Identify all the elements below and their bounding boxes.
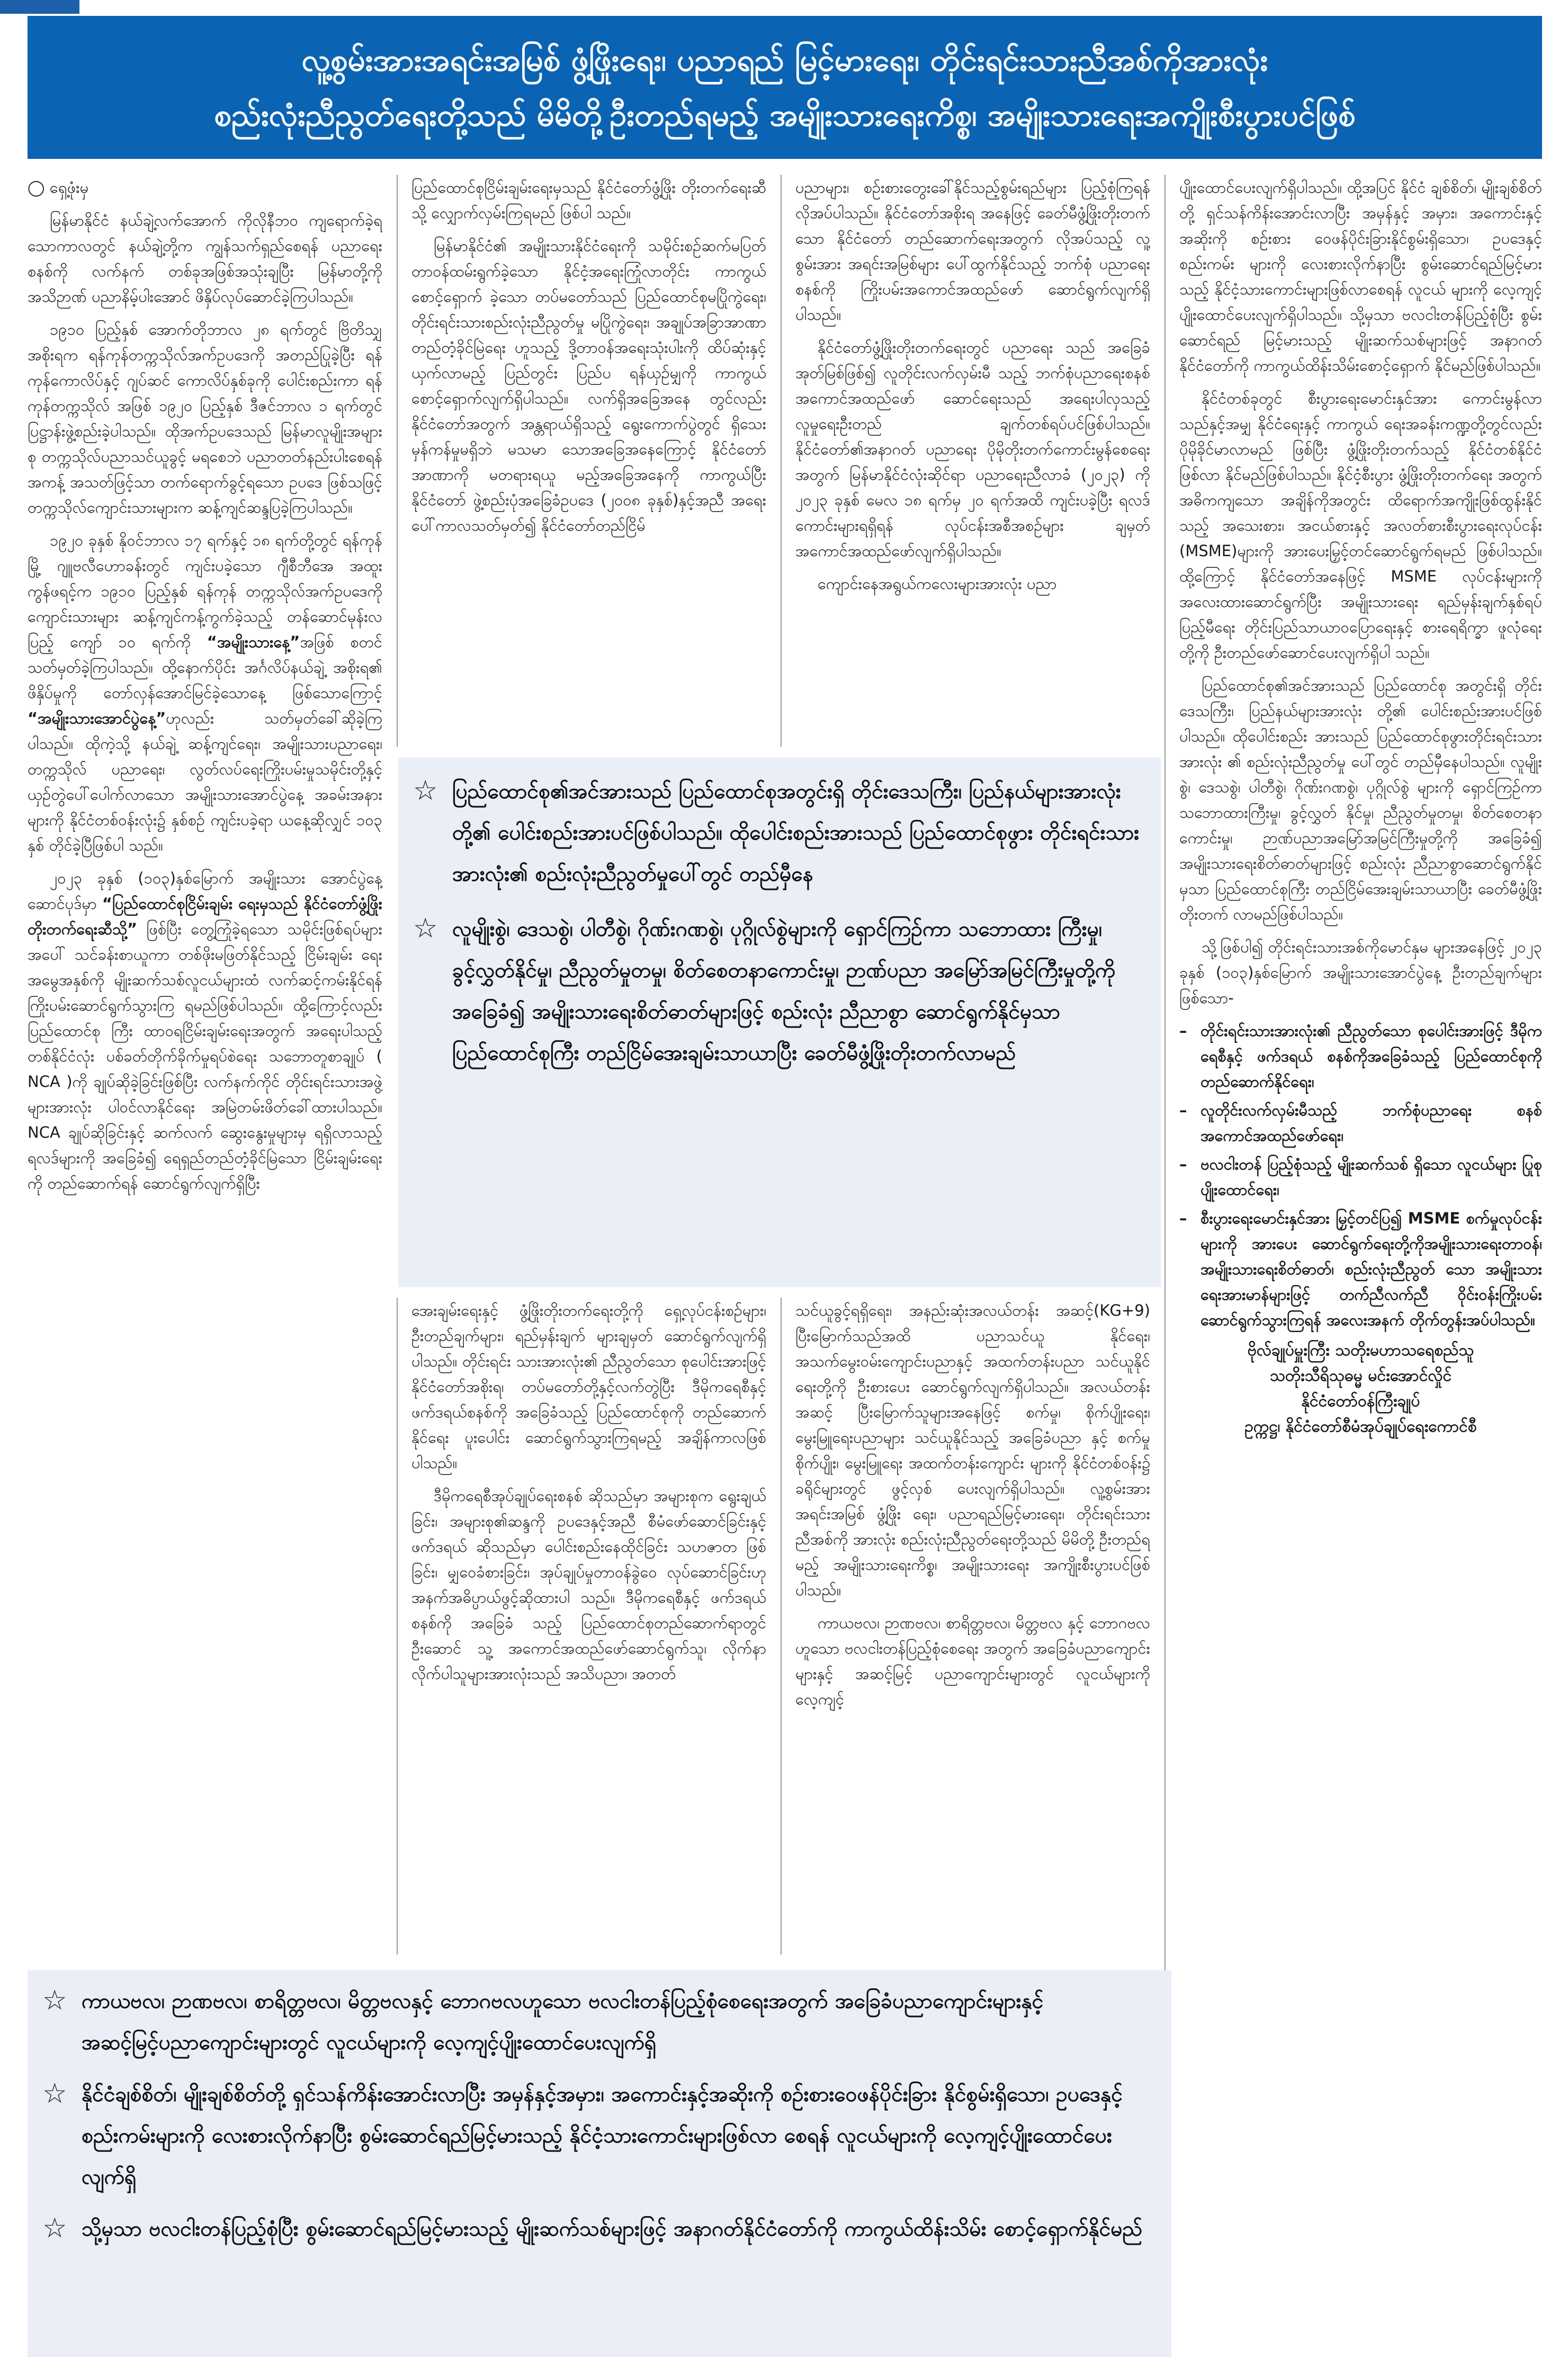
highlight-text: ကာယဗလ၊ ဉာဏဗလ၊ စာရိတ္တဗလ၊ မိတ္တဗလနှင့် ဘောဂဗလဟူသော ဗလငါးတန်ပြည့်စုံစေရေးအတွက် အခြေခံပညာကျောင်းများနှင့် အဆင့်မြင့်ပညာကျောင်းများတွင် လူငယ်များကို လေ့ကျင့်ပျိုးထောင်ပေးလျက်ရှိ [82,1989,1044,2055]
text-run: အဖြစ် စတင် သတ်မှတ်ခဲ့ကြပါသည်။ ထို့နောက်ပိုင်း အင်္ဂလိပ်နယ်ချဲ့ အစိုးရ၏ ဖိနှိပ်မှုကို တော်လှန်အောင်မြင်ခဲ့သောနေ့ ဖြစ်သောကြောင့် [28,633,382,702]
text-run: ၁၉၂၀ ခုနှစ် နိုဝင်ဘာလ ၁၇ ရက်နှင့် ၁၈ ရက်တို့တွင် ရန်ကုန်မြို့ ဂျူဗလီဟောခန်းတွင် ကျင်းပခဲ့သော ဂျီစီဘီအေ အထူးကွန်ဖရင့်က ၁၉၁၀ ပြည့်နှစ် ရန်ကုန် တက္ကသိုလ်အက်ဥပဒေကို ကျောင်းသားများ ဆန့်ကျင်ကန့်ကွက်ခဲ့သည့် တန်ဆောင်မုန်းလပြည့် ကျော် ၁၀ ရက်ကို [28,531,382,651]
bottom-highlight-box [28,1970,1171,2357]
pull-quote-item [413,909,1140,1074]
paragraph: ပညာများ၊ စဉ်းစားတွေးခေါ်နိုင်သည့်စွမ်းရည်များ ပြည့်စုံကြရန် လိုအပ်ပါသည်။ နိုင်ငံတော်အစိုးရ အနေဖြင့် ခေတ်မီဖွံ့ဖြိုးတိုးတက်သော နိုင်ငံတော် တည်ဆောက်ရေးအတွက် လိုအပ်သည့် လူ့စွမ်းအား အရင်းအမြစ်များ ပေါ်ထွက်နိုင်သည့် ဘက်စုံ ပညာရေးစနစ်ကို ကြိုးပမ်းအကောင်အထည်ဖော် ဆောင်ရွက်လျက်ရှိပါသည်။ [795,178,1150,324]
objective-item: – ဗလငါးတန် ပြည့်စုံသည့် မျိုးဆက်သစ် ရှိသော လူငယ်များ ပြုစုပျိုးထောင်ရေး၊ [1179,1151,1542,1202]
pull-quote-text: လူမျိုးစွဲ၊ ဒေသစွဲ၊ ပါတီစွဲ၊ ဂိုဏ်းဂဏစွဲ၊ ပုဂ္ဂိုလ်စွဲများကို ရှောင်ကြဉ်ကာ သဘောထား ကြီးမှု၊ ခွင့်လွှတ်နိုင်မှု၊ ညီညွတ်မှုတမှု၊ စိတ်စေတနာကောင်းမှု၊ ဉာဏ်ပညာ အမြော်အမြင်ကြီးမှုတို့ကို အခြေခံ၍ အမျိုးသားရေးစိတ်ဓာတ်များဖြင့် စည်းလုံး ညီညာစွာ ဆောင်ရွက်နိုင်မှသာ ပြည်ထောင်စုကြီး တည်ငြိမ်အေးချမ်းသာယာပြီး ခေတ်မီဖွံ့ဖြိုးတိုးတက်လာမည် [452,917,1116,1065]
paragraph [28,865,382,1196]
paragraph: အေးချမ်းရေးနှင့် ဖွံ့ဖြိုးတိုးတက်ရေးတို့ကို ရှေ့လုပ်ငန်းစဉ်များ၊ ဦးတည်ချက်များ၊ ရည်မှန်းချက် များချမှတ် ဆောင်ရွက်လျက်ရှိပါသည်။ တိုင်းရင်း သားအားလုံး၏ ညီညွတ်သော စုပေါင်းအားဖြင့် နိုင်ငံတော်အစိုးရ၊ တပ်မတော်တို့နှင့်လက်တွဲပြီး ဒီမိုကရေစီနှင့် ဖက်ဒရယ်စနစ်ကို အခြေခံသည့် ပြည်ထောင်စုကို တည်ဆောက်နိုင်ရေး ပူးပေါင်း ဆောင်ရွက်သွားကြရမည့် အချိန်ကာလဖြစ်ပါသည်။ [411,1301,766,1472]
highlight-item [42,1981,1150,2064]
text-run: ၂၀၂၃ ခုနှစ် (၁၀၃)နှစ်မြောက် အမျိုးသား အောင်ပွဲနေ့ဆောင်ပုဒ်မှာ [28,869,382,913]
signature-line: သတိုးသီရိသုဓမ္မ မင်းအောင်လှိုင် [1269,1367,1452,1385]
column-rule [781,175,782,747]
headline-banner [28,16,1542,159]
text-run: ဖြစ်ပြီး တွေ့ကြုံခဲ့ရသော သမိုင်းဖြစ်ရပ်များအပေါ် သင်ခန်းစာယူကာ တစ်ဖိုးမဖြတ်နိုင်သည့် ငြိမ်းချမ်း ရေးအမွေအနှစ်ကို မျိုးဆက်သစ်လူငယ်များထံ လက်ဆင့်ကမ်းနိုင်ရန် ကြိုးပမ်းဆောင်ရွက်သွားကြ ရမည်ဖြစ်ပါသည်။ ထို့ကြောင့်လည်း ပြည်ထောင်စု ကြီး ထာဝရငြိမ်းချမ်းရေးအတွက် အရေးပါသည့် တစ်နိုင်ငံလုံး ပစ်ခတ်တိုက်ခိုက်မှုရပ်စဲရေး သဘောတူစာချုပ် ( NCA )ကို ချုပ်ဆိုခဲ့ခြင်းဖြစ်ပြီး လက်နက်ကိုင် တိုင်းရင်းသားအဖွဲ့များအားလုံး ပါဝင်လာနိုင်ရေး အမြဲတမ်းဖိတ်ခေါ်ထားပါသည်။ NCA ချုပ်ဆိုခြင်းနှင့် ဆက်လက် ဆွေးနွေးမှုများမှ ရရှိလာသည့်ရလဒ်များကို အခြေခံ၍ ရေရှည်တည်တံ့ခိုင်မြဲသော ငြိမ်းချမ်းရေးကို တည်ဆောက်ရန် ဆောင်ရွက်လျက်ရှိပြီး [28,920,382,1192]
paragraph: သင်ယူခွင့်ရရှိရေး၊ အနည်းဆုံးအလယ်တန်း အဆင့်(KG+9) ပြီးမြောက်သည်အထိ ပညာသင်ယူ နိုင်ရေး၊ အသက်မွေးဝမ်းကျောင်းပညာနှင့် အထက်တန်းပညာ သင်ယူနိုင်ရေးတို့ကို ဦးစားပေး ဆောင်ရွက်လျက်ရှိပါသည်။ အလယ်တန်းအဆင့် ပြီးမြောက်သူများအနေဖြင့် စက်မှု၊ စိုက်ပျိုးရေး၊ မွေးမြူရေးပညာများ သင်ယူနိုင်သည့် အခြေခံပညာ နှင့် စက်မှုစိုက်ပျိုး၊ မွေးမြူရေး အထက်တန်းကျောင်း များကို နိုင်ငံတစ်ဝန်း၌ ခရိုင်များတွင် ဖွင့်လှစ် ပေးလျက်ရှိပါသည်။ လူ့စွမ်းအားအရင်းအမြစ် ဖွံ့ဖြိုး ရေး၊ ပညာရည်မြင့်မားရေး၊ တိုင်းရင်းသားညီအစ်ကို အားလုံး စည်းလုံးညီညွတ်ရေးတို့သည် မိမိတို့ ဦးတည်ရမည့် အမျိုးသားရေးကိစ္စ၊ အမျိုးသားရေး အကျိုးစီးပွားပင်ဖြစ်ပါသည်။ [795,1301,1150,1599]
objective-item: – တိုင်းရင်းသားအားလုံး၏ ညီညွတ်သော စုပေါင်းအားဖြင့် ဒီမိုကရေစီနှင့် ဖက်ဒရယ် စနစ်ကိုအခြေခံသည့် ပြည်ထောင်စုကို တည်ဆောက်နိုင်ရေး၊ [1179,1018,1542,1094]
paragraph: မြန်မာနိုင်ငံ နယ်ချဲ့လက်အောက် ကိုလိုနီဘဝ ကျရောက်ခဲ့ရသောကာလတွင် နယ်ချဲ့တို့က ကျွန်သက်ရှည်စေရန် ပညာရေးစနစ်ကို လက်နက် တစ်ခုအဖြစ်အသုံးချပြီး မြန်မာတို့ကို အသိဉာဏ် ပညာနိမ့်ပါးအောင် ဖိနှိပ်လုပ်ဆောင်ခဲ့ကြပါသည်။ [28,211,382,306]
paragraph [28,528,382,858]
quote-bold: “အမျိုးသားနေ့” [207,633,300,651]
paragraph: နိုင်ငံတစ်ခုတွင် စီးပွားရေးမောင်းနှင်အား ကောင်းမွန်လာသည်နှင့်အမျှ နိုင်ငံရေးနှင့် ကာကွယ် ရေးအခန်းကဏ္ဍတို့တွင်လည်း ပိုမိုခိုင်မာလာမည် ဖြစ်ပြီး ဖွံ့ဖြိုးတိုးတက်သည့် နိုင်ငံတစ်နိုင်ငံ ဖြစ်လာ နိုင်မည်ဖြစ်ပါသည်။ နိုင်ငံ့စီးပွား ဖွံ့ဖြိုးတိုးတက်ရေး အတွက် အဓိကကျသော အချိန်ကိုအတွင်း ထိရောက်အကျိုးဖြစ်ထွန်းနိုင်သည့် အသေးစား၊ အငယ်စားနှင့် အလတ်စားစီးပွားရေးလုပ်ငန်း (MSME)များကို အားပေးမြှင့်တင်ဆောင်ရွက်ရမည် ဖြစ်ပါသည်။ ထို့ကြောင့် နိုင်ငံတော်အနေဖြင့် MSME လုပ်ငန်းများကို အလေးထားဆောင်ရွက်ပြီး အမျိုးသားရေး ရည်မှန်းချက်နှစ်ရပ်ပြည့်မီရေး တိုင်းပြည်သာယာဝပြောရေးနှင့် စားရေရိက္ခာ ဖူလုံရေးတို့ကို ဦးတည်ဖော်ဆောင်ပေးလျက်ရှိပါ သည်။ [1179,389,1542,662]
signature-line: နိုင်ငံတော်ဝန်ကြီးချုပ် [1301,1392,1420,1410]
column-3-lower [795,1298,1150,1954]
column-rule [781,1298,782,1954]
paragraph: နိုင်ငံတော်ဖွံ့ဖြိုးတိုးတက်ရေးတွင် ပညာရေး သည် အခြေခံအုတ်မြစ်ဖြစ်၍ လူတိုင်းလက်လှမ်းမီ သည့် ဘက်စုံပညာရေးစနစ် အကောင်အထည်ဖော် ဆောင်ရေးသည် အရေးပါလှသည့် လူမှုရေးဦးတည် ချက်တစ်ရပ်ပင်ဖြစ်ပါသည်။ နိုင်ငံတော်၏အနာဂတ် ပညာရေး ပိုမိုတိုးတက်ကောင်းမွန်စေရေးအတွက် မြန်မာနိုင်ငံလုံးဆိုင်ရာ ပညာရေးညီလာခံ (၂၀၂၃) ကို ၂၀၂၃ ခုနှစ် မေလ ၁၈ ရက်မှ ၂၀ ရက်အထိ ကျင်းပခဲ့ပြီး ရလဒ်ကောင်းများရရှိရန် လုပ်ငန်းအစီအစဉ်များ ချမှတ် အကောင်အထည်ဖော်လျက်ရှိပါသည်။ [795,338,1150,560]
star-icon: ☆ [42,2078,67,2110]
highlight-text: နိုင်ငံချစ်စိတ်၊ မျိုးချစ်စိတ်တို့ ရှင်သန်ကိန်းအောင်းလာပြီး အမှန်နှင့်အမှား၊ အကောင်းနှင့်အဆိုးကို စဉ်းစားဝေဖန်ပိုင်းခြား နိုင်စွမ်းရှိသော၊ ဥပဒေနှင့်စည်းကမ်းများကို လေးစားလိုက်နာပြီး စွမ်းဆောင်ရည်မြင့်မားသည့် နိုင်ငံ့သားကောင်းများဖြစ်လာ စေရန် လူငယ်များကို လေ့ကျင့်ပျိုးထောင်ပေးလျက်ရှိ [82,2083,1123,2189]
paragraph: ဒီမိုကရေစီအုပ်ချုပ်ရေးစနစ် ဆိုသည်မှာ အများစုက ရွေးချယ်ခြင်း၊ အများစု၏ဆန္ဒကို ဥပဒေနှင့်အညီ စီမံဖော်ဆောင်ခြင်းနှင့် ဖက်ဒရယ် ဆိုသည်မှာ ပေါင်းစည်းနေထိုင်ခြင်း သဟဇာတ ဖြစ်ခြင်း၊ မျှဝေခံစားခြင်း၊ အုပ်ချုပ်မှုတာဝန်ခွဲဝေ လုပ်ဆောင်ခြင်းဟု အနက်အဓိပ္ပာယ်ဖွင့်ဆိုထားပါ သည်။ ဒီမိုကရေစီနှင့် ဖက်ဒရယ်စနစ်ကို အခြေခံ သည့် ပြည်ထောင်စုတည်ဆောက်ရာတွင် ဦးဆောင် သူ့ အကောင်အထည်ဖော်ဆောင်ရွက်သူ၊ လိုက်နာ လိုက်ပါသူများအားလုံးသည် အသိပညာ၊ အတတ် [411,1487,766,1683]
column-rule [1164,175,1166,2145]
column-rule [397,175,398,747]
paragraph: ပြည်ထောင်စုငြိမ်းချမ်းရေးမှသည် နိုင်ငံတော်ဖွံ့ဖြိုး တိုးတက်ရေးဆီသို့ လျှောက်လှမ်းကြရမည် ဖြစ်ပါ သည်။ [411,178,766,222]
column-rule [397,1298,398,1954]
highlight-text: သို့မှသာ ဗလငါးတန်ပြည့်စုံပြီး စွမ်းဆောင်ရည်မြင့်မားသည့် မျိုးဆက်သစ်များဖြင့် အနာဂတ်နိုင်ငံတော်ကို ကာကွယ်ထိန်းသိမ်း စောင့်ရှောက်နိုင်မည် [82,2217,1143,2241]
pull-quote-box [398,757,1161,1287]
dateline: ရှေ့ဖုံးမှ [49,178,89,197]
column-4 [1179,175,1542,2145]
signature-line: ဗိုလ်ချုပ်မှူးကြီး သတိုးမဟာသရေစည်သူ [1247,1341,1474,1360]
column-1 [28,175,382,1954]
quote-bold: “အမျိုးသားအောင်ပွဲနေ့” [28,709,166,727]
paragraph: ပျိုးထောင်ပေးလျက်ရှိပါသည်။ ထို့အပြင် နိုင်ငံ ချစ်စိတ်၊ မျိုးချစ်စိတ်တို့ ရှင်သန်ကိန်းအောင်းလာပြီး အမှန်နှင့် အမှား၊ အကောင်းနှင့် အဆိုးကို စဉ်းစား ဝေဖန်ပိုင်းခြားနိုင်စွမ်းရှိသော၊ ဥပဒေနှင့် စည်းကမ်း များကို လေးစားလိုက်နာပြီး စွမ်းဆောင်ရည်မြင့်မား သည့် နိုင်ငံ့သားကောင်းများဖြစ်လာစေရန် လူငယ် များကို လေ့ကျင့်ပျိုးထောင်ပေးလျက်ရှိပါသည်။ သို့မှသာ ဗလငါးတန်ပြည့်စုံပြီး စွမ်းဆောင်ရည် မြင့်မားသည့် မျိုးဆက်သစ်များဖြင့် အနာဂတ် နိုင်ငံတော်ကို ကာကွယ်ထိန်းသိမ်းစောင့်ရှောက် နိုင်မည်ဖြစ်ပါသည်။ [1179,178,1542,374]
paragraph: ကျောင်းနေအရွယ်ကလေးများအားလုံး ပညာ [818,575,1057,593]
corner-accent [0,0,79,14]
paragraph: ပြည်ထောင်စု၏အင်အားသည် ပြည်ထောင်စု အတွင်းရှိ တိုင်းဒေသကြီး၊ ပြည်နယ်များအားလုံး တို့၏ ပေါင်းစည်းအားပင်ဖြစ်ပါသည်။ ထိုပေါင်းစည်း အားသည် ပြည်ထောင်စုဖွားတိုင်းရင်းသားအားလုံး ၏ စည်းလုံးညီညွတ်မှု ပေါ်တွင် တည်မှီနေပါသည်။ လူမျိုးစွဲ၊ ဒေသစွဲ၊ ပါတီစွဲ၊ ဂိုဏ်းဂဏစွဲ၊ ပုဂ္ဂိုလ်စွဲ များကို ရှောင်ကြဉ်ကာ သဘောထားကြီးမှု၊ ခွင့်လွှတ် နိုင်မှု၊ ညီညွတ်မှုတမှု၊ စိတ်စေတနာကောင်းမှု၊ ဉာဏ်ပညာအမြော်အမြင်ကြီးမှုတို့ကို အခြေခံ၍ အမျိုးသားရေးစိတ်ဓာတ်များဖြင့် စည်းလုံး ညီညာစွာဆောင်ရွက်နိုင်မှသာ ပြည်ထောင်စုကြီး တည်ငြိမ်အေးချမ်းသာယာပြီး ခေတ်မီဖွံ့ဖြိုးတိုးတက် လာမည်ဖြစ်ပါသည်။ [1179,676,1542,923]
pull-quote-item [413,771,1140,895]
headline-line-1: လူ့စွမ်းအားအရင်းအမြစ် ဖွံ့ဖြိုးရေး၊ ပညာရည် မြင့်မားရေး၊ တိုင်းရင်းသားညီအစ်ကိုအားလုံး [301,42,1268,78]
pull-quote-text: ပြည်ထောင်စု၏အင်အားသည် ပြည်ထောင်စုအတွင်းရှိ တိုင်းဒေသကြီး၊ ပြည်နယ်များအားလုံးတို့၏ ပေါင်းစည်းအားပင်ဖြစ်ပါသည်။ ထိုပေါင်းစည်းအားသည် ပြည်ထောင်စုဖွား တိုင်းရင်းသားအားလုံး၏ စည်းလုံးညီညွတ်မှုပေါ်တွင် တည်မှီနေ [452,780,1140,886]
paragraph: မြန်မာနိုင်ငံ၏ အမျိုးသားနိုင်ငံရေးကို သမိုင်းစဉ်ဆက်မပြတ် တာဝန်ထမ်းရွက်ခဲ့သော နိုင်ငံ့အရေးကြုံလာတိုင်း ကာကွယ်စောင့်ရှောက် ခဲ့သော တပ်မတော်သည် ပြည်ထောင်စုမပြိုကွဲရေး၊ တိုင်းရင်းသားစည်းလုံးညီညွတ်မှု မပြိုကွဲရေး၊ အချုပ်အခြာအာဏာတည်တံ့ခိုင်မြဲရေး ဟူသည့် ဒို့တာဝန်အရေးသုံးပါးကို ထိပ်ဆုံးနှင့်ယှက်လာမည့် ပြည်တွင်း ပြည်ပ ရန်ယှဉ်မျှကို ကာကွယ် စောင့်ရှောက်လျက်ရှိပါသည်။ လက်ရှိအခြေအနေ တွင်လည်း နိုင်ငံတော်အတွက် အန္တရာယ်ရှိသည့် ရွေးကောက်ပွဲတွင် ရှိသေးမှန်ကန်မှုမရှိဘဲ မသမာ သောအခြေအနေကြောင့် နိုင်ငံတော်အာဏာကို မတရားရယူ မည့်အခြေအနေကို ကာကွယ်ပြီး နိုင်ငံတော် ဖွဲ့စည်းပုံအခြေခံဥပဒေ (၂၀၀၈ ခုနှစ်)နှင့်အညီ အရေးပေါ်ကာလသတ်မှတ်၍ နိုင်ငံတော်တည်ငြိမ် [411,237,766,534]
paragraph [28,175,382,200]
star-icon: ☆ [42,1985,67,2016]
star-icon: ☆ [413,913,438,944]
column-3 [795,175,1150,747]
circle-icon: ◯ [28,178,50,197]
highlight-item [42,2074,1150,2198]
headline-line-2: စည်းလုံးညီညွတ်ရေးတို့သည် မိမိတို့ဦးတည်ရမည့် အမျိုးသားရေးကိစ္စ၊ အမျိုးသားရေးအကျိုးစီးပွားပင်ဖြစ် [214,97,1356,133]
highlight-item [42,2209,1150,2250]
objective-item: – စီးပွားရေးမောင်းနှင်အား မြှင့်တင်ပြ၍ MSME စက်မှုလုပ်ငန်းများကို အားပေး ဆောင်ရွက်ရေးတို့ကိုအမျိုးသားရေးတာဝန်၊ အမျိုးသားရေးစိတ်ဓာတ်၊ စည်းလုံးညီညွတ် သော အမျိုးသားရေးအားမာန်များဖြင့် တက်ညီလက်ညီ ဝိုင်းဝန်းကြိုးပမ်း ဆောင်ရွက်သွားကြရန် အလေးအနက် တိုက်တွန်းအပ်ပါသည်။ [1179,1206,1542,1333]
signature-line: ဥက္ကဋ္ဌ၊ နိုင်ငံတော်စီမံအုပ်ချုပ်ရေးကောင်စီ [1244,1417,1477,1436]
paragraph: ၁၉၁၀ ပြည့်နှစ် အောက်တိုဘာလ ၂၈ ရက်တွင် ဗြိတိသျှအစိုးရက ရန်ကုန်တက္ကသိုလ်အက်ဥပဒေကို အတည်ပြုခဲ့ပြီး ရန်ကုန်ကောလိပ်နှင့် ဂျပ်ဆင် ကောလိပ်နှစ်ခုကို ပေါင်းစည်းကာ ရန်ကုန်တက္ကသိုလ် အဖြစ် ၁၉၂၀ ပြည့်နှစ် ဒီဇင်ဘာလ ၁ ရက်တွင် ပြဋ္ဌာန်းဖွဲ့စည်းခဲ့ပါသည်။ ထိုအက်ဥပဒေသည် မြန်မာလူမျိုးအများစု တက္ကသိုလ်ပညာသင်ယူခွင့် မရစေဘဲ ပညာတတ်နည်းပါးစေရန် အကန့် အသတ်ဖြင့်သာ တက်ရောက်ခွင့်ရသော ဥပဒေ ဖြစ်သဖြင့် တက္ကသိုလ်ကျောင်းသားများက ဆန့်ကျင်ဆန္ဒပြခဲ့ကြပါသည်။ [28,320,382,516]
star-icon: ☆ [413,775,438,807]
article-body [28,175,1542,2244]
objective-item: – လူတိုင်းလက်လှမ်းမီသည့် ဘက်စုံပညာရေး စနစ် အကောင်အထည်ဖော်ရေး၊ [1179,1097,1542,1148]
star-icon: ☆ [42,2212,67,2244]
paragraph: ကာယဗလ၊ ဉာဏဗလ၊ စာရိတ္တဗလ၊ မိတ္တဗလ နှင့် ဘောဂဗလဟူသော ဗလငါးတန်ပြည့်စုံစေရေး အတွက် အခြေခံပညာကျောင်းများနှင့် အဆင့်မြင့် ပညာကျောင်းများတွင် လူငယ်များကို လေ့ကျင့် [795,1614,1150,1708]
text-run: ဟုလည်း သတ်မှတ်ခေါ်ဆိုခဲ့ကြပါသည်။ ထိုကဲ့သို့ နယ်ချဲ့ ဆန့်ကျင်ရေး၊ အမျိုးသားပညာရေး၊ တက္ကသိုလ် ပညာရေး၊ လွတ်လပ်ရေးကြိုးပမ်းမှုသမိုင်းတို့နှင့် ယှဉ်တွဲပေါ်ပေါက်လာသော အမျိုးသားအောင်ပွဲနေ့ အခမ်းအနားများကို နိုင်ငံတစ်ဝန်းလုံး၌ နှစ်စဉ် ကျင်းပခဲ့ရာ ယနေ့ဆိုလျှင် ၁၀၃ နှစ် တိုင်ခဲ့ပြီဖြစ်ပါ သည်။ [28,709,382,854]
signature-block [1179,1338,1542,1440]
column-2 [411,175,766,747]
column-2-lower [411,1298,766,1954]
paragraph: သို့ဖြစ်ပါ၍ တိုင်းရင်းသားအစ်ကိုမောင်နှမ များအနေဖြင့် ၂၀၂၃ ခုနှစ် (၁၀၃)နှစ်မြောက် အမျိုးသားအောင်ပွဲနေ့ ဦးတည်ချက်များဖြစ်သော- [1179,938,1542,1007]
quote-bold: “ပြည်ထောင်စုငြိမ်းချမ်း ရေးမှသည် နိုင်ငံတော်ဖွံ့ဖြိုးတိုးတက်ရေးဆီသို့” [28,895,382,938]
